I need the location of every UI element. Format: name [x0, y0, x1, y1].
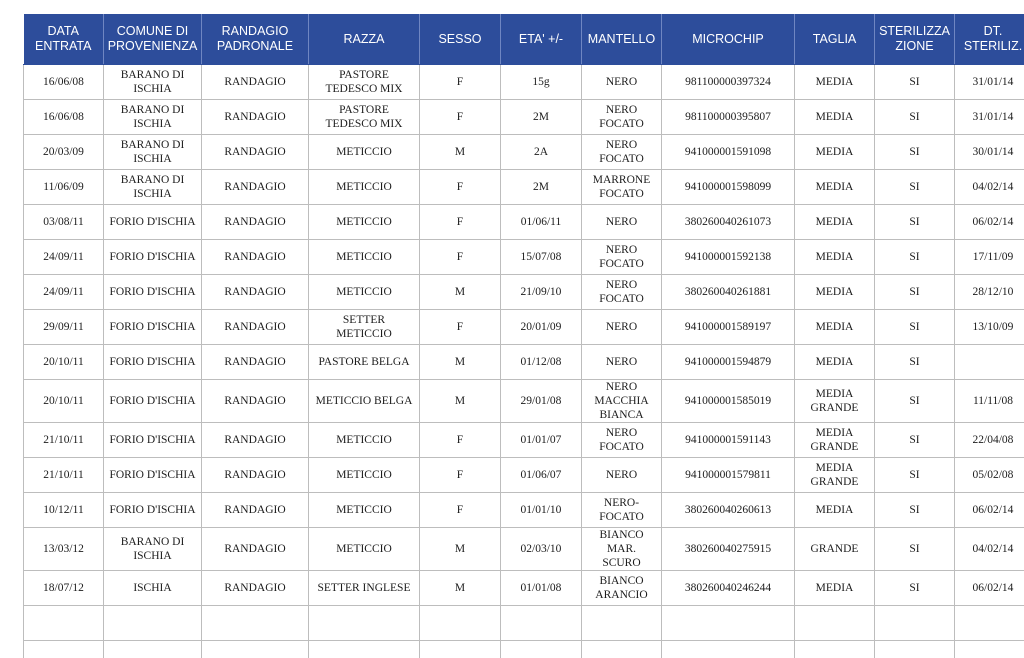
cell-mantello: NERO FOCATO	[582, 135, 662, 170]
cell-sesso: F	[420, 423, 501, 458]
cell-razza: METICCIO	[309, 423, 420, 458]
cell-razza: METICCIO	[309, 458, 420, 493]
empty-row	[24, 641, 1024, 658]
cell-comune-di-provenienza: ISCHIA	[104, 571, 202, 606]
empty-row	[24, 606, 1024, 641]
cell-mantello: BIANCO ARANCIO	[582, 571, 662, 606]
cell-randagio-padronale: RANDAGIO	[202, 65, 309, 100]
table-row	[24, 135, 1024, 170]
cell-sterilizzazione: SI	[875, 458, 955, 493]
cell-comune-di-provenienza: BARANO DI ISCHIA	[104, 65, 202, 100]
empty-cell	[309, 606, 420, 641]
cell-randagio-padronale: RANDAGIO	[202, 423, 309, 458]
empty-cell	[24, 606, 104, 641]
cell-taglia: MEDIA GRANDE	[795, 423, 875, 458]
registry-sheet	[23, 14, 1024, 658]
cell-sterilizzazione: SI	[875, 423, 955, 458]
cell-randagio-padronale: RANDAGIO	[202, 571, 309, 606]
cell-sesso: F	[420, 458, 501, 493]
cell-comune-di-provenienza: FORIO D'ISCHIA	[104, 205, 202, 240]
cell-sterilizzazione: SI	[875, 528, 955, 571]
cell-sterilizzazione: SI	[875, 240, 955, 275]
cell-randagio-padronale: RANDAGIO	[202, 135, 309, 170]
cell-taglia: MEDIA	[795, 135, 875, 170]
empty-cell	[501, 606, 582, 641]
cell-comune-di-provenienza: BARANO DI ISCHIA	[104, 135, 202, 170]
cell-sterilizzazione: SI	[875, 65, 955, 100]
cell-data-sterilizzazione: 17/11/09	[955, 240, 1024, 275]
empty-cell	[582, 641, 662, 658]
cell-randagio-padronale: RANDAGIO	[202, 345, 309, 380]
cell-eta: 2A	[501, 135, 582, 170]
cell-razza: METICCIO	[309, 135, 420, 170]
empty-cell	[420, 641, 501, 658]
cell-microchip: 941000001594879	[662, 345, 795, 380]
cell-data-entrata: 18/07/12	[24, 571, 104, 606]
empty-cell	[202, 641, 309, 658]
table-row	[24, 240, 1024, 275]
table-row	[24, 65, 1024, 100]
cell-razza: METICCIO	[309, 240, 420, 275]
cell-data-entrata: 24/09/11	[24, 275, 104, 310]
cell-eta: 01/01/10	[501, 493, 582, 528]
cell-comune-di-provenienza: BARANO DI ISCHIA	[104, 170, 202, 205]
cell-eta: 2M	[501, 100, 582, 135]
cell-eta: 01/01/08	[501, 571, 582, 606]
cell-data-sterilizzazione: 28/12/10	[955, 275, 1024, 310]
cell-sterilizzazione: SI	[875, 345, 955, 380]
cell-data-sterilizzazione: 05/02/08	[955, 458, 1024, 493]
cell-taglia: MEDIA	[795, 571, 875, 606]
cell-eta: 01/01/07	[501, 423, 582, 458]
cell-eta: 01/06/11	[501, 205, 582, 240]
cell-comune-di-provenienza: FORIO D'ISCHIA	[104, 310, 202, 345]
cell-sesso: M	[420, 135, 501, 170]
cell-sterilizzazione: SI	[875, 571, 955, 606]
empty-cell	[501, 641, 582, 658]
cell-sesso: F	[420, 205, 501, 240]
cell-data-entrata: 29/09/11	[24, 310, 104, 345]
empty-cell	[582, 606, 662, 641]
cell-razza: METICCIO BELGA	[309, 380, 420, 423]
cell-sesso: M	[420, 528, 501, 571]
column-header-taglia: TAGLIA	[795, 14, 875, 65]
cell-data-sterilizzazione: 31/01/14	[955, 65, 1024, 100]
column-header-mantello: MANTELLO	[582, 14, 662, 65]
cell-taglia: MEDIA	[795, 65, 875, 100]
cell-sterilizzazione: SI	[875, 170, 955, 205]
cell-data-sterilizzazione: 11/11/08	[955, 380, 1024, 423]
table-row	[24, 571, 1024, 606]
cell-data-sterilizzazione: 31/01/14	[955, 100, 1024, 135]
cell-eta: 02/03/10	[501, 528, 582, 571]
cell-mantello: NERO FOCATO	[582, 275, 662, 310]
cell-microchip: 380260040246244	[662, 571, 795, 606]
cell-sesso: M	[420, 275, 501, 310]
cell-microchip: 380260040260613	[662, 493, 795, 528]
cell-comune-di-provenienza: FORIO D'ISCHIA	[104, 493, 202, 528]
table-row	[24, 205, 1024, 240]
header-row	[24, 14, 1024, 65]
cell-data-sterilizzazione: 06/02/14	[955, 571, 1024, 606]
cell-sterilizzazione: SI	[875, 100, 955, 135]
empty-cell	[24, 641, 104, 658]
cell-microchip: 941000001598099	[662, 170, 795, 205]
cell-taglia: MEDIA GRANDE	[795, 380, 875, 423]
cell-eta: 01/12/08	[501, 345, 582, 380]
column-header-sterilizzazione: STERILIZZA ZIONE	[875, 14, 955, 65]
cell-sesso: M	[420, 380, 501, 423]
cell-mantello: BIANCO MAR. SCURO	[582, 528, 662, 571]
table-row	[24, 345, 1024, 380]
cell-randagio-padronale: RANDAGIO	[202, 310, 309, 345]
cell-razza: METICCIO	[309, 170, 420, 205]
dog-registry-table	[23, 14, 1024, 658]
cell-sesso: F	[420, 493, 501, 528]
empty-cell	[955, 641, 1024, 658]
column-header-sesso: SESSO	[420, 14, 501, 65]
cell-microchip: 941000001589197	[662, 310, 795, 345]
cell-randagio-padronale: RANDAGIO	[202, 493, 309, 528]
cell-sterilizzazione: SI	[875, 205, 955, 240]
cell-eta: 01/06/07	[501, 458, 582, 493]
cell-microchip: 941000001591143	[662, 423, 795, 458]
cell-microchip: 380260040275915	[662, 528, 795, 571]
cell-mantello: NERO	[582, 310, 662, 345]
table-row	[24, 423, 1024, 458]
table-row	[24, 170, 1024, 205]
empty-cell	[420, 606, 501, 641]
cell-comune-di-provenienza: BARANO DI ISCHIA	[104, 100, 202, 135]
table-row	[24, 493, 1024, 528]
cell-mantello: NERO	[582, 345, 662, 380]
table-row	[24, 100, 1024, 135]
cell-eta: 15/07/08	[501, 240, 582, 275]
cell-comune-di-provenienza: FORIO D'ISCHIA	[104, 423, 202, 458]
cell-eta: 15g	[501, 65, 582, 100]
cell-mantello: NERO	[582, 205, 662, 240]
cell-randagio-padronale: RANDAGIO	[202, 205, 309, 240]
cell-randagio-padronale: RANDAGIO	[202, 275, 309, 310]
empty-cell	[309, 641, 420, 658]
cell-randagio-padronale: RANDAGIO	[202, 240, 309, 275]
cell-eta: 21/09/10	[501, 275, 582, 310]
cell-data-sterilizzazione: 06/02/14	[955, 493, 1024, 528]
cell-microchip: 380260040261073	[662, 205, 795, 240]
empty-cell	[202, 606, 309, 641]
column-header-microchip: MICROCHIP	[662, 14, 795, 65]
cell-sesso: F	[420, 100, 501, 135]
empty-cell	[104, 641, 202, 658]
cell-sterilizzazione: SI	[875, 493, 955, 528]
cell-data-sterilizzazione: 22/04/08	[955, 423, 1024, 458]
cell-mantello: NERO FOCATO	[582, 423, 662, 458]
cell-data-entrata: 21/10/11	[24, 423, 104, 458]
empty-cell	[955, 606, 1024, 641]
empty-cell	[875, 641, 955, 658]
cell-razza: SETTER METICCIO	[309, 310, 420, 345]
cell-mantello: NERO FOCATO	[582, 100, 662, 135]
cell-taglia: MEDIA	[795, 493, 875, 528]
cell-mantello: NERO	[582, 458, 662, 493]
cell-data-entrata: 13/03/12	[24, 528, 104, 571]
column-header-data-entrata: DATA ENTRATA	[24, 14, 104, 65]
cell-razza: METICCIO	[309, 275, 420, 310]
empty-cell	[662, 641, 795, 658]
empty-cell	[795, 641, 875, 658]
cell-razza: SETTER INGLESE	[309, 571, 420, 606]
cell-sesso: F	[420, 170, 501, 205]
table-body	[24, 65, 1024, 658]
cell-microchip: 981100000397324	[662, 65, 795, 100]
cell-data-entrata: 20/10/11	[24, 380, 104, 423]
cell-data-sterilizzazione: 04/02/14	[955, 170, 1024, 205]
cell-sesso: M	[420, 571, 501, 606]
cell-razza: METICCIO	[309, 205, 420, 240]
cell-taglia: MEDIA	[795, 310, 875, 345]
cell-eta: 2M	[501, 170, 582, 205]
cell-sterilizzazione: SI	[875, 380, 955, 423]
cell-data-entrata: 03/08/11	[24, 205, 104, 240]
empty-cell	[875, 606, 955, 641]
cell-razza: PASTORE TEDESCO MIX	[309, 65, 420, 100]
cell-comune-di-provenienza: FORIO D'ISCHIA	[104, 240, 202, 275]
cell-data-sterilizzazione: 06/02/14	[955, 205, 1024, 240]
cell-taglia: MEDIA	[795, 170, 875, 205]
cell-data-entrata: 24/09/11	[24, 240, 104, 275]
cell-taglia: MEDIA	[795, 240, 875, 275]
cell-mantello: MARRONE FOCATO	[582, 170, 662, 205]
cell-data-entrata: 21/10/11	[24, 458, 104, 493]
table-row	[24, 458, 1024, 493]
cell-data-sterilizzazione: 13/10/09	[955, 310, 1024, 345]
cell-microchip: 380260040261881	[662, 275, 795, 310]
cell-mantello: NERO MACCHIA BIANCA	[582, 380, 662, 423]
cell-razza: PASTORE BELGA	[309, 345, 420, 380]
cell-taglia: MEDIA	[795, 345, 875, 380]
cell-sterilizzazione: SI	[875, 275, 955, 310]
cell-comune-di-provenienza: FORIO D'ISCHIA	[104, 380, 202, 423]
cell-randagio-padronale: RANDAGIO	[202, 380, 309, 423]
column-header-eta: ETA' +/-	[501, 14, 582, 65]
cell-razza: METICCIO	[309, 528, 420, 571]
cell-taglia: GRANDE	[795, 528, 875, 571]
cell-data-entrata: 20/03/09	[24, 135, 104, 170]
cell-microchip: 981100000395807	[662, 100, 795, 135]
table-row	[24, 310, 1024, 345]
cell-sesso: F	[420, 240, 501, 275]
cell-eta: 29/01/08	[501, 380, 582, 423]
cell-taglia: MEDIA	[795, 100, 875, 135]
cell-razza: METICCIO	[309, 493, 420, 528]
cell-comune-di-provenienza: FORIO D'ISCHIA	[104, 275, 202, 310]
empty-cell	[662, 606, 795, 641]
cell-sterilizzazione: SI	[875, 135, 955, 170]
cell-sesso: F	[420, 310, 501, 345]
cell-randagio-padronale: RANDAGIO	[202, 100, 309, 135]
cell-mantello: NERO FOCATO	[582, 240, 662, 275]
column-header-randagio-padronale: RANDAGIO PADRONALE	[202, 14, 309, 65]
cell-data-entrata: 10/12/11	[24, 493, 104, 528]
cell-eta: 20/01/09	[501, 310, 582, 345]
cell-mantello: NERO	[582, 65, 662, 100]
cell-microchip: 941000001591098	[662, 135, 795, 170]
empty-cell	[104, 606, 202, 641]
cell-taglia: MEDIA	[795, 275, 875, 310]
cell-randagio-padronale: RANDAGIO	[202, 170, 309, 205]
table-row	[24, 380, 1024, 423]
cell-randagio-padronale: RANDAGIO	[202, 458, 309, 493]
cell-comune-di-provenienza: BARANO DI ISCHIA	[104, 528, 202, 571]
cell-microchip: 941000001579811	[662, 458, 795, 493]
column-header-razza: RAZZA	[309, 14, 420, 65]
cell-sterilizzazione: SI	[875, 310, 955, 345]
column-header-data-sterilizzazione: DT. STERILIZ.	[955, 14, 1024, 65]
empty-cell	[795, 606, 875, 641]
cell-mantello: NERO- FOCATO	[582, 493, 662, 528]
cell-data-sterilizzazione	[955, 345, 1024, 380]
cell-razza: PASTORE TEDESCO MIX	[309, 100, 420, 135]
table-row	[24, 275, 1024, 310]
cell-taglia: MEDIA	[795, 205, 875, 240]
cell-comune-di-provenienza: FORIO D'ISCHIA	[104, 345, 202, 380]
cell-randagio-padronale: RANDAGIO	[202, 528, 309, 571]
cell-data-entrata: 20/10/11	[24, 345, 104, 380]
cell-taglia: MEDIA GRANDE	[795, 458, 875, 493]
table-row	[24, 528, 1024, 571]
cell-data-entrata: 16/06/08	[24, 100, 104, 135]
cell-microchip: 941000001585019	[662, 380, 795, 423]
cell-sesso: M	[420, 345, 501, 380]
cell-microchip: 941000001592138	[662, 240, 795, 275]
cell-data-entrata: 11/06/09	[24, 170, 104, 205]
cell-data-sterilizzazione: 04/02/14	[955, 528, 1024, 571]
column-header-comune-di-provenienza: COMUNE DI PROVENIENZA	[104, 14, 202, 65]
cell-data-entrata: 16/06/08	[24, 65, 104, 100]
cell-sesso: F	[420, 65, 501, 100]
cell-comune-di-provenienza: FORIO D'ISCHIA	[104, 458, 202, 493]
cell-data-sterilizzazione: 30/01/14	[955, 135, 1024, 170]
